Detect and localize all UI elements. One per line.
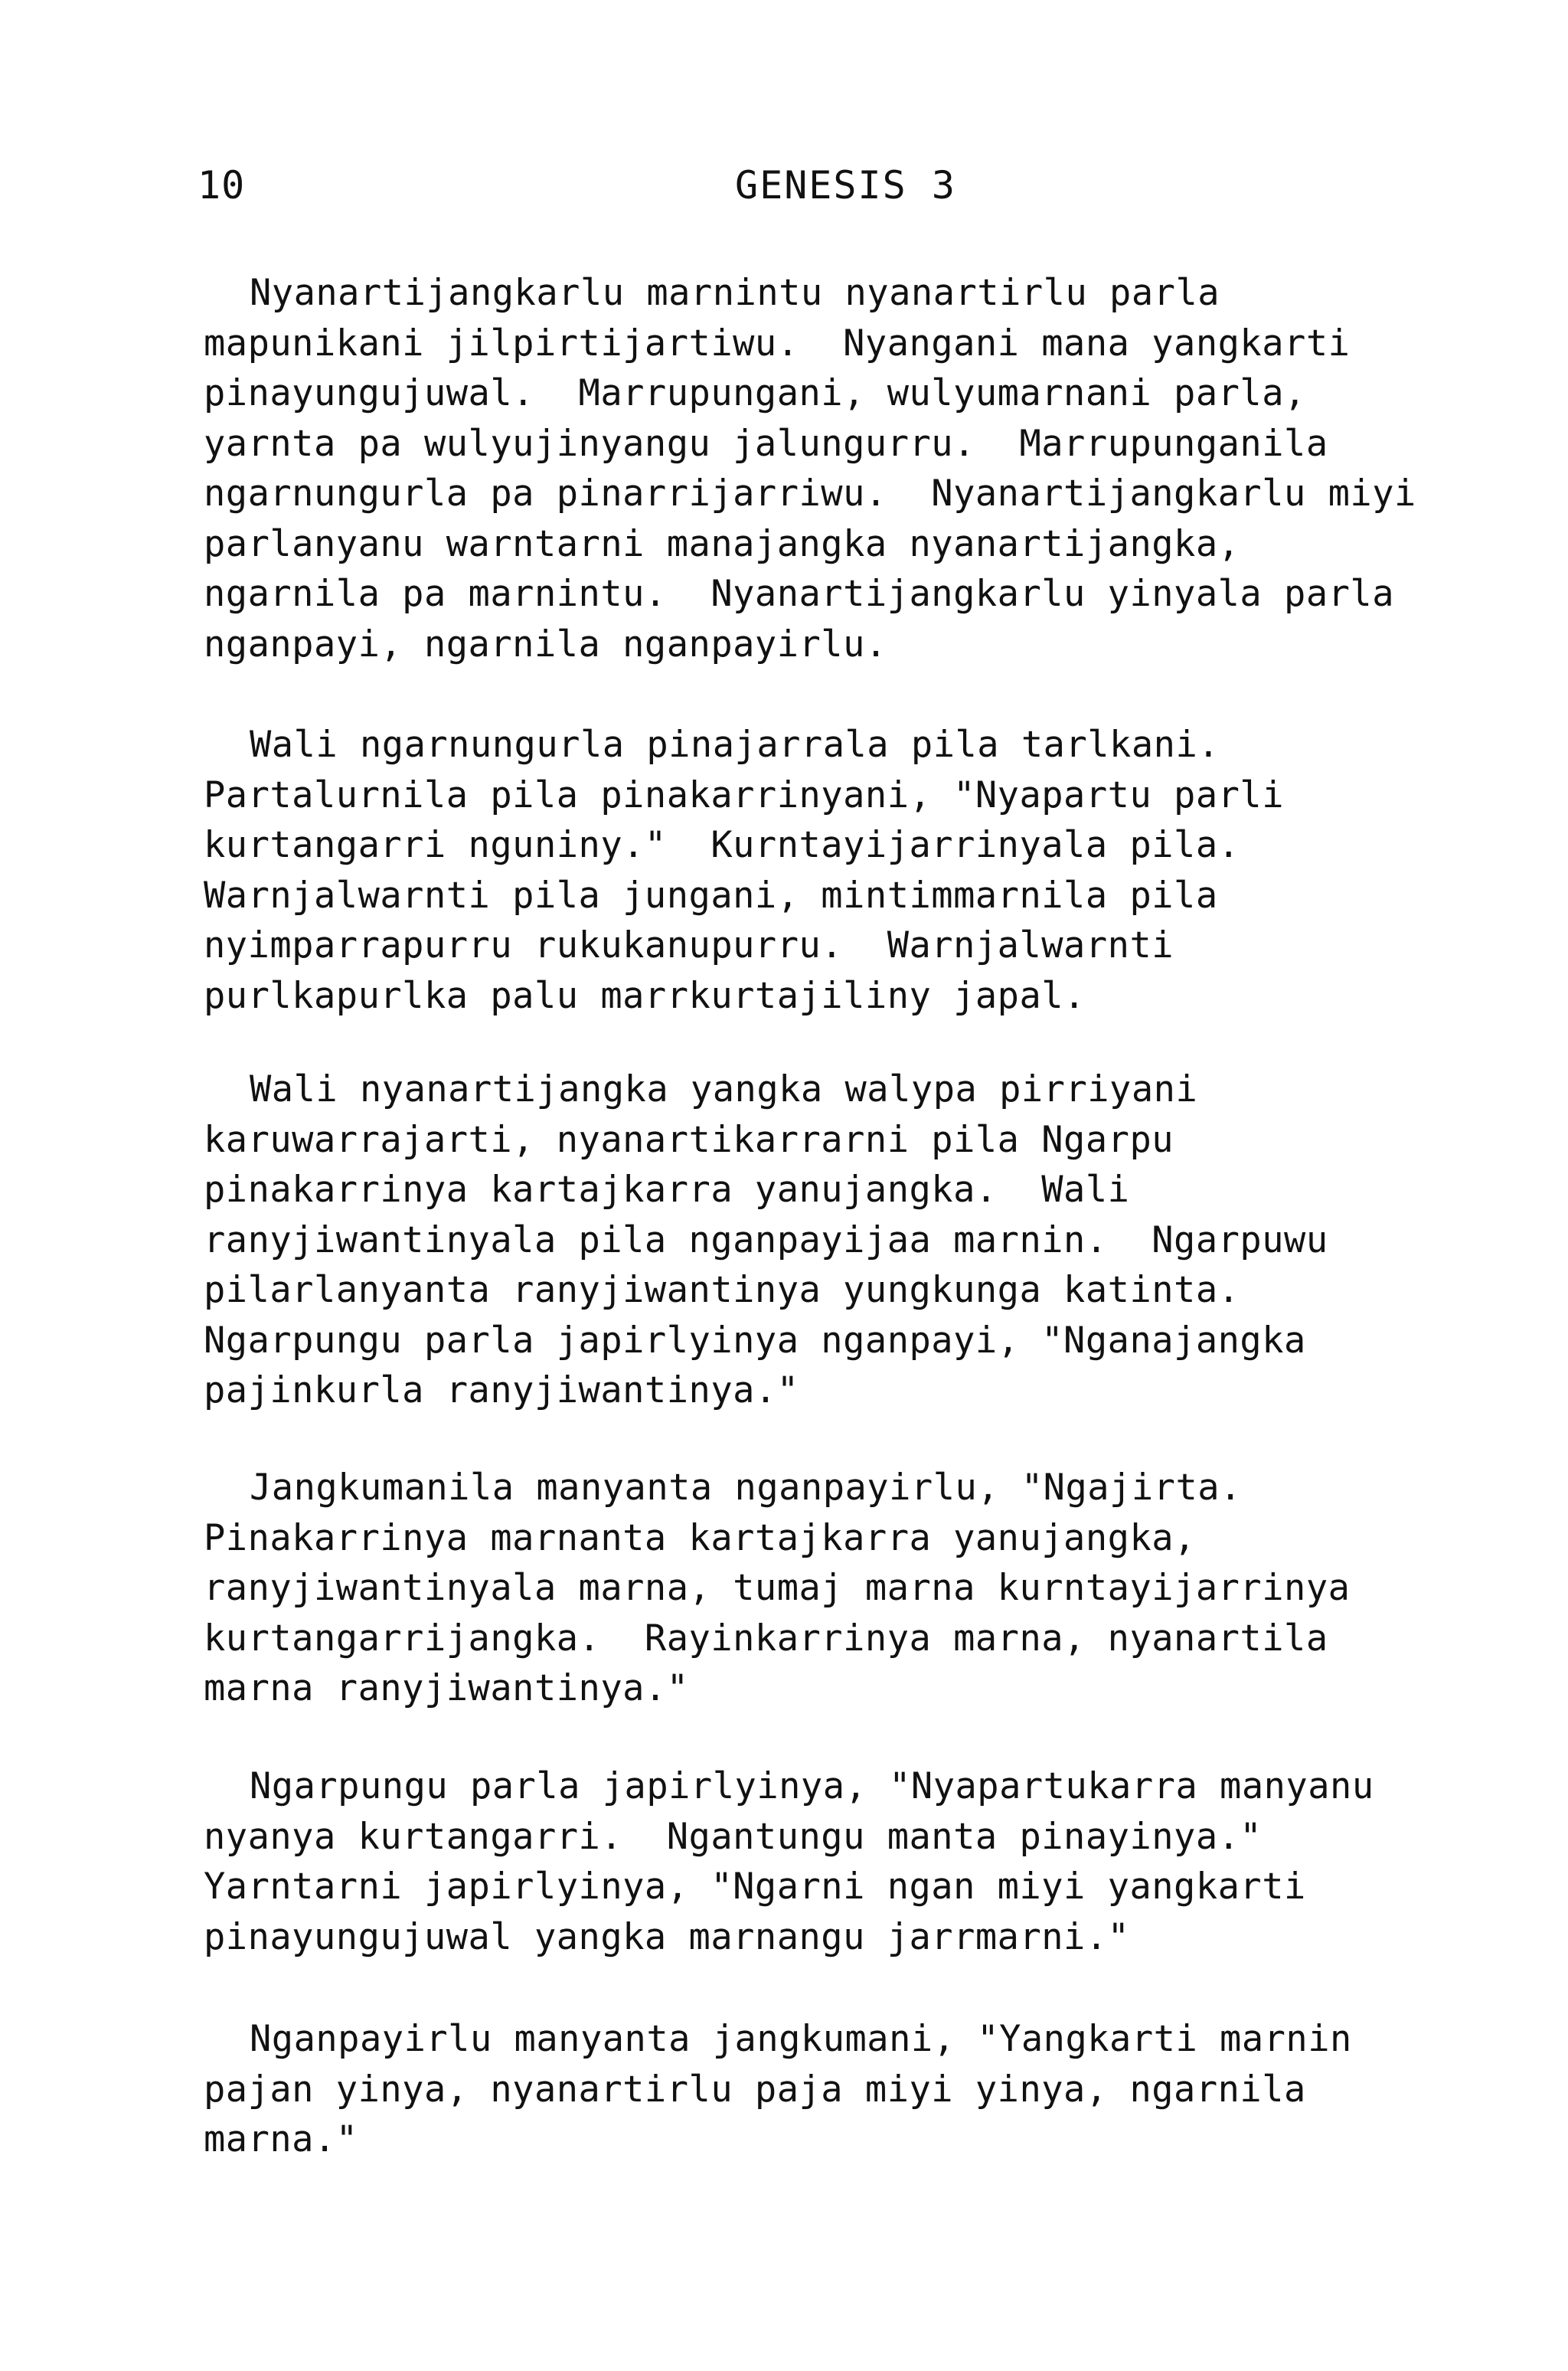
text-line: marna ranyjiwantinya." [204, 1667, 689, 1709]
text-line: nganpayi, ngarnila nganpayirlu. [204, 623, 887, 666]
text-line: Nyanartijangkarlu marnintu nyanartirlu parla [250, 272, 1220, 314]
text-line: nyanya kurtangarri. Ngantungu manta pinayinya." [204, 1815, 1263, 1858]
text-line: karuwarrajarti, nyanartikarrarni pila Ngarpu [204, 1118, 1174, 1161]
text-line: pajinkurla ranyjiwantinya." [204, 1369, 799, 1411]
text-line: Wali nyanartijangka yangka walypa pirriyani [250, 1068, 1198, 1110]
text-line: kurtangarri nguniny." Kurntayijarrinyala pila. [204, 824, 1240, 866]
page-number: 10 [198, 163, 246, 208]
paragraph-2 [204, 720, 1459, 1021]
text-line: Yarntarni japirlyinya, "Ngarni ngan miyi yangkarti [204, 1866, 1306, 1908]
text-line: Partalurnila pila pinakarrinyani, "Nyapartu parli [204, 773, 1285, 816]
text-line: pajan yinya, nyanartirlu paja miyi yinya, ngarnila [204, 2068, 1306, 2111]
text-line: ngarnungurla pa pinarrijarriwu. Nyanartijangkarlu miyi [204, 473, 1416, 515]
paragraph-3 [204, 1064, 1459, 1416]
text-line: Ngarpungu parla japirlyinya, "Nyapartukarra manyanu [250, 1765, 1374, 1807]
text-line: ranyjiwantinyala pila nganpayijaa marnin. Ngarpuwu [204, 1218, 1328, 1261]
text-line: yarnta pa wulyujinyangu jalungurru. Marrupunganila [204, 422, 1328, 465]
text-line: mapunikani jilpirtijartiwu. Nyangani mana yangkarti [204, 322, 1351, 365]
text-line: pilarlanyanta ranyjiwantinya yungkunga katinta. [204, 1269, 1240, 1311]
text-line: ranyjiwantinyala marna, tumaj marna kurntayijarrinya [204, 1567, 1351, 1609]
text-line: Warnjalwarnti pila jungani, mintimmarnila pila [204, 874, 1218, 917]
text-line: pinakarrinya kartajkarra yanujangka. Wali [204, 1169, 1130, 1211]
text-line: ngarnila pa marnintu. Nyanartijangkarlu yinyala parla [204, 573, 1395, 615]
text-line: purlkapurlka palu marrkurtajiliny japal. [204, 974, 1086, 1017]
paragraph-6 [204, 2014, 1459, 2165]
text-line: Jangkumanila manyanta nganpayirlu, "Ngajirta. [250, 1467, 1242, 1509]
text-line: Ngarpungu parla japirlyinya nganpayi, "Nganajangka [204, 1319, 1306, 1362]
text-line: kurtangarrijangka. Rayinkarrinya marna, nyanartila [204, 1617, 1328, 1660]
text-line: parlanyanu warntarni manajangka nyanartijangka, [204, 522, 1240, 565]
paragraph-4 [204, 1463, 1459, 1714]
paragraph-1 [204, 268, 1459, 669]
running-head: GENESIS 3 [735, 163, 956, 208]
text-line: pinayungujuwal yangka marnangu jarrmarni." [204, 1915, 1130, 1958]
text-line: Pinakarrinya marnanta kartajkarra yanujangka, [204, 1516, 1196, 1559]
text-line: marna." [204, 2118, 358, 2160]
paragraph-5 [204, 1761, 1459, 1962]
text-line: nyimparrapurru rukukanupurru. Warnjalwarnti [204, 924, 1174, 966]
text-line: Wali ngarnungurla pinajarrala pila tarlkani. [250, 724, 1220, 766]
text-line: Nganpayirlu manyanta jangkumani, "Yangkarti marnin [250, 2018, 1352, 2060]
text-line: pinayungujuwal. Marrupungani, wulyumarnani parla, [204, 372, 1306, 414]
